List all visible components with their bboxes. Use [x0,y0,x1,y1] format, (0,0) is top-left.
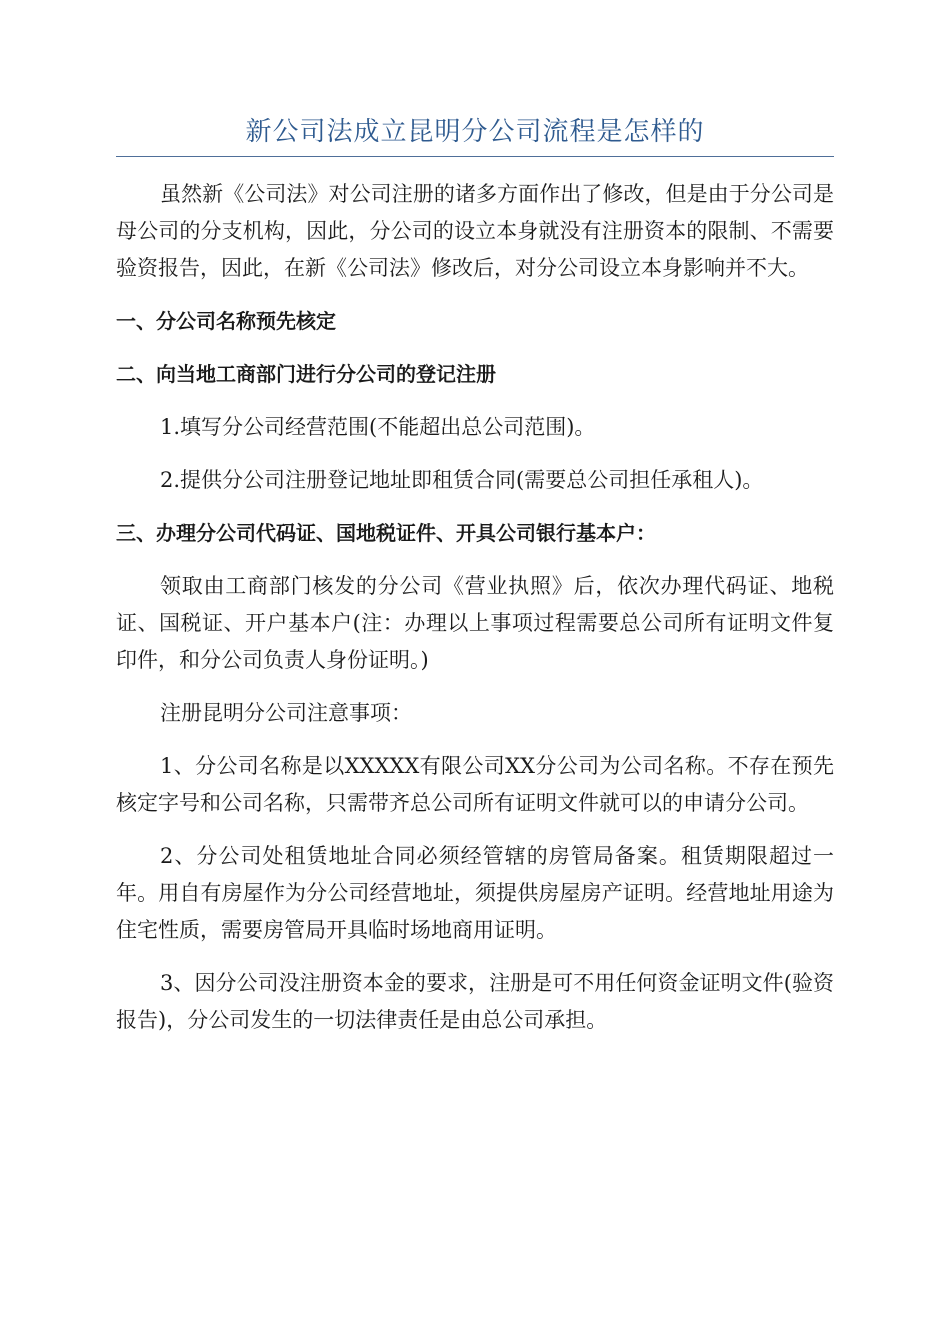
step-1: 1.填写分公司经营范围(不能超出总公司范围)。 [160,415,596,439]
note-2: 2、分公司处租赁地址合同必须经管辖的房管局备案。租赁期限超过一年。用自有房屋作为分公司经营地址，须提供房屋房产证明。经营地址用途为住宅性质，需要房管局开具临时场地商用证明。 [116,844,834,942]
note-1: 1、分公司名称是以XXXXX有限公司XX分公司为公司名称。不存在预先核定字号和公司名称，只需带齐总公司所有证明文件就可以的申请分公司。 [116,754,834,815]
note-3: 3、因分公司没注册资本金的要求，注册是可不用任何资金证明文件(验资报告)，分公司发生的一切法律责任是由总公司承担。 [116,971,834,1032]
section-heading-2: 二、向当地工商部门进行分公司的登记注册 [116,362,496,386]
document-title: 新公司法成立昆明分公司流程是怎样的 [245,117,705,147]
section-heading-1: 一、分公司名称预先核定 [116,309,336,333]
section-heading-3: 三、办理分公司代码证、国地税证件、开具公司银行基本户： [116,521,656,545]
section-3-paragraph: 领取由工商部门核发的分公司《营业执照》后，依次办理代码证、地税证、国税证、开户基本户(注：办理以上事项过程需要总公司所有证明文件复印件，和分公司负责人身份证明。) [116,574,834,672]
notes-title: 注册昆明分公司注意事项： [160,701,412,725]
title-block [116,112,834,157]
intro-paragraph: 虽然新《公司法》对公司注册的诸多方面作出了修改，但是由于分公司是母公司的分支机构，因此，分公司的设立本身就没有注册资本的限制、不需要验资报告，因此，在新《公司法》修改后，对分公司设立本身影响并不大。 [116,182,834,280]
step-2: 2.提供分公司注册登记地址即租赁合同(需要总公司担任承租人)。 [160,468,764,492]
document-body [116,176,834,1055]
